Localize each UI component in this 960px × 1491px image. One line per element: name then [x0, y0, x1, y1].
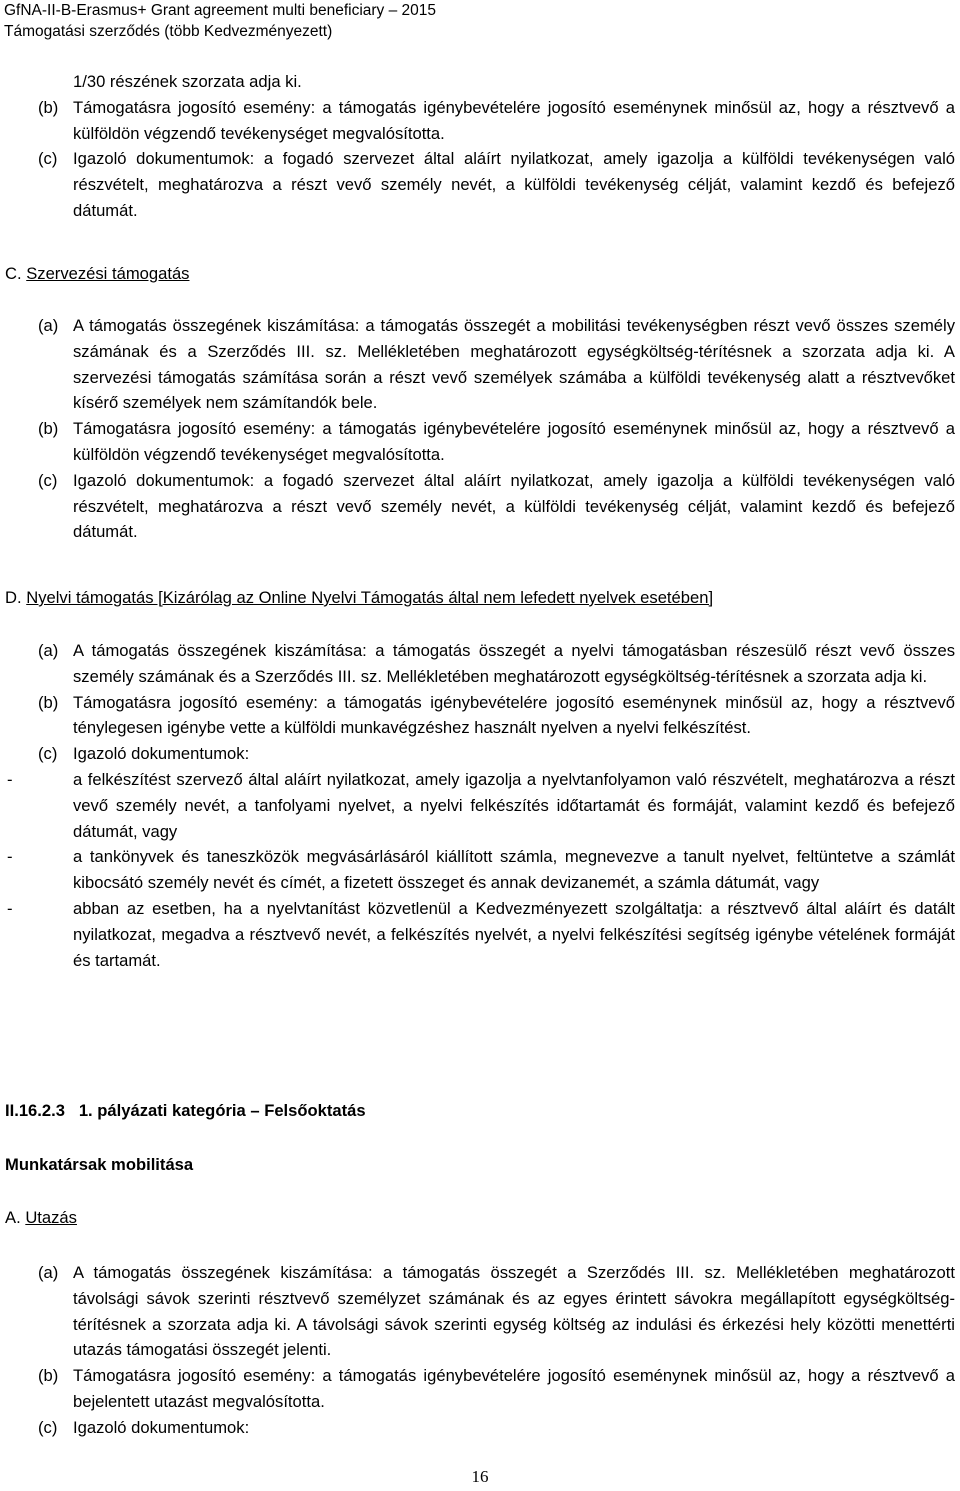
section-a-item-c	[5, 1415, 955, 1441]
section-c-items	[5, 313, 955, 545]
section-a	[5, 1205, 955, 1231]
bullet-text: a felkészítést szervező által aláírt nyilatkozat, amely igazolja a nyelvtanfolyamon való részvételt, meghatározva a részt vevő személy nevét, a tanfolyami nyelvet, a nyelvi felkészítés időtartamát és formáját, valamint kezdő és befejező dátumát, vagy	[73, 769, 955, 841]
item-label: (b)	[38, 1366, 59, 1386]
section-c-heading	[5, 261, 955, 287]
list-item	[5, 767, 955, 844]
section-c-letter: C.	[5, 264, 22, 283]
section-d-items	[5, 638, 955, 973]
item-label: (c)	[38, 744, 58, 764]
section-d-letter: D.	[5, 588, 22, 607]
section-c-item-b	[5, 416, 955, 468]
item-label: (c)	[38, 470, 58, 490]
bullet-dash: -	[7, 898, 13, 918]
section-ii-subheading: Munkatársak mobilitása	[5, 1155, 194, 1174]
item-label: (c)	[38, 1417, 58, 1437]
section-a-letter: A.	[5, 1208, 21, 1227]
section-a-items	[5, 1260, 955, 1441]
intro-continuation: 1/30 részének szorzata adja ki.	[73, 72, 302, 91]
section-a-heading	[5, 1205, 955, 1231]
item-label: (b)	[38, 692, 59, 712]
bullet-text: a tankönyvek és taneszközök megvásárlásáról kiállított számla, megnevezve a tanult nyelvet, feltüntetve a számlát kibocsátó személy nevét és címét, a fizetett összeget és annak devizanemét, a számla dátumát, vagy	[73, 847, 955, 893]
intro-item-b	[5, 95, 955, 147]
item-label: (b)	[38, 97, 59, 117]
section-c	[5, 261, 955, 287]
list-item	[5, 896, 955, 973]
item-text: Igazoló dokumentumok: a fogadó szervezet által aláírt nyilatkozat, amely igazolja a külföldi tevékenységen való részvételt, meghatározva a részt vevő személy nevét, a külföldi tevékenység célját, valamint kezdő és befejező dátumát.	[73, 149, 955, 220]
item-text: A támogatás összegének kiszámítása: a támogatás összegét a Szerződés III. sz. Mellékletében meghatározott távolsági sávok szerinti résztvevő személyzet számának és az egyes érintett sávokra megállapított egységköltség-térítésnek a szorzata adja ki. A távolsági sávok szerinti egység költség az indulási és érkezési hely közötti menettérti utazás támogatási összegét jelenti.	[73, 1263, 955, 1360]
item-text: Támogatásra jogosító esemény: a támogatás igénybevételére jogosító eseménynek minősül az, hogy a résztvevő a bejelentett utazást megvalósította.	[73, 1366, 955, 1411]
header-contract-line: Támogatási szerződés (több Kedvezményezett)	[4, 23, 333, 40]
section-a-title: Utazás	[25, 1208, 77, 1227]
section-c-title: Szervezési támogatás	[26, 264, 190, 283]
bullet-dash: -	[7, 769, 13, 789]
section-d-title: Nyelvi támogatás [Kizárólag az Online Nyelvi Támogatás által nem lefedett nyelvek esetében]	[26, 588, 714, 607]
item-text: Igazoló dokumentumok:	[73, 744, 250, 764]
section-d-item-c	[5, 741, 955, 767]
bullet-text: abban az esetben, ha a nyelvtanítást közvetlenül a Kedvezményezett szolgáltatja: a résztvevő által aláírt és datált nyilatkozat, megadva a résztvevő nevét, a felkészítés nyelvét, a nyelvi felkészítési segítség igénybe vételének formáját és tartamát.	[73, 898, 955, 970]
item-label: (a)	[38, 1263, 59, 1282]
item-text: Támogatásra jogosító esemény: a támogatás igénybevételére jogosító eseménynek minősül az, hogy a résztvevő a külföldön végzendő tevékenységet megvalósította.	[73, 419, 955, 464]
item-text: Támogatásra jogosító esemény: a támogatás igénybevételére jogosító eseménynek minősül az, hogy a résztvevő ténylegesen igénybe vette a külföldi munkavégzéshez használt nyelven a nyelvi felkészítést.	[73, 692, 955, 738]
item-text: A támogatás összegének kiszámítása: a támogatás összegét a mobilitási tevékenységben részt vevő összes személy számának és a Szerződés III. sz. Mellékletében meghatározott egységköltség-térítésnek a szorzata adja ki. A szervezési támogatás számítása során a részt vevő személyek számába a külföldi tevékenység alatt a résztvevőket kísérő személyek nem számítandók bele.	[73, 316, 955, 413]
section-c-item-a	[5, 313, 955, 416]
header-agreement-line: GfNA-II-B-Erasmus+ Grant agreement multi beneficiary – 2015	[4, 2, 437, 19]
section-d-item-b	[5, 690, 955, 742]
page-number: 16	[471, 1467, 489, 1486]
section-ii-title: 1. pályázati kategória – Felsőoktatás	[78, 1101, 366, 1120]
item-label: (a)	[38, 641, 59, 660]
item-text: Támogatásra jogosító esemény: a támogatás igénybevételére jogosító eseménynek minősül az, hogy a résztvevő a külföldön végzendő tevékenységet megvalósította.	[73, 97, 955, 143]
item-text: Igazoló dokumentumok:	[73, 1417, 250, 1437]
intro-item-c	[5, 146, 955, 223]
document-header	[4, 0, 436, 42]
item-text: A támogatás összegének kiszámítása: a támogatás összegét a nyelvi támogatásban részesülő részt vevő összes személy számának és a Szerződés III. sz. Mellékletében meghatározott egységköltség-térítésnek a szorzata adja ki.	[73, 641, 955, 686]
item-label: (a)	[38, 316, 59, 335]
section-ii-number: II.16.2.3	[5, 1101, 65, 1120]
item-text: Igazoló dokumentumok: a fogadó szervezet által aláírt nyilatkozat, amely igazolja a külföldi tevékenységen való részvételt, meghatározva a részt vevő személy nevét, a külföldi tevékenység célját, valamint kezdő és befejező dátumát.	[73, 470, 955, 542]
section-a-item-a	[5, 1260, 955, 1363]
list-item	[5, 844, 955, 896]
intro-section	[5, 69, 955, 224]
item-label: (c)	[38, 149, 58, 169]
section-ii-heading	[5, 1098, 955, 1124]
section-a-item-b	[5, 1363, 955, 1415]
item-label: (b)	[38, 419, 59, 439]
section-d-item-a	[5, 638, 955, 690]
bullet-dash: -	[7, 847, 13, 867]
section-c-item-c	[5, 468, 955, 545]
section-d-heading	[5, 585, 955, 611]
section-d	[5, 585, 955, 611]
